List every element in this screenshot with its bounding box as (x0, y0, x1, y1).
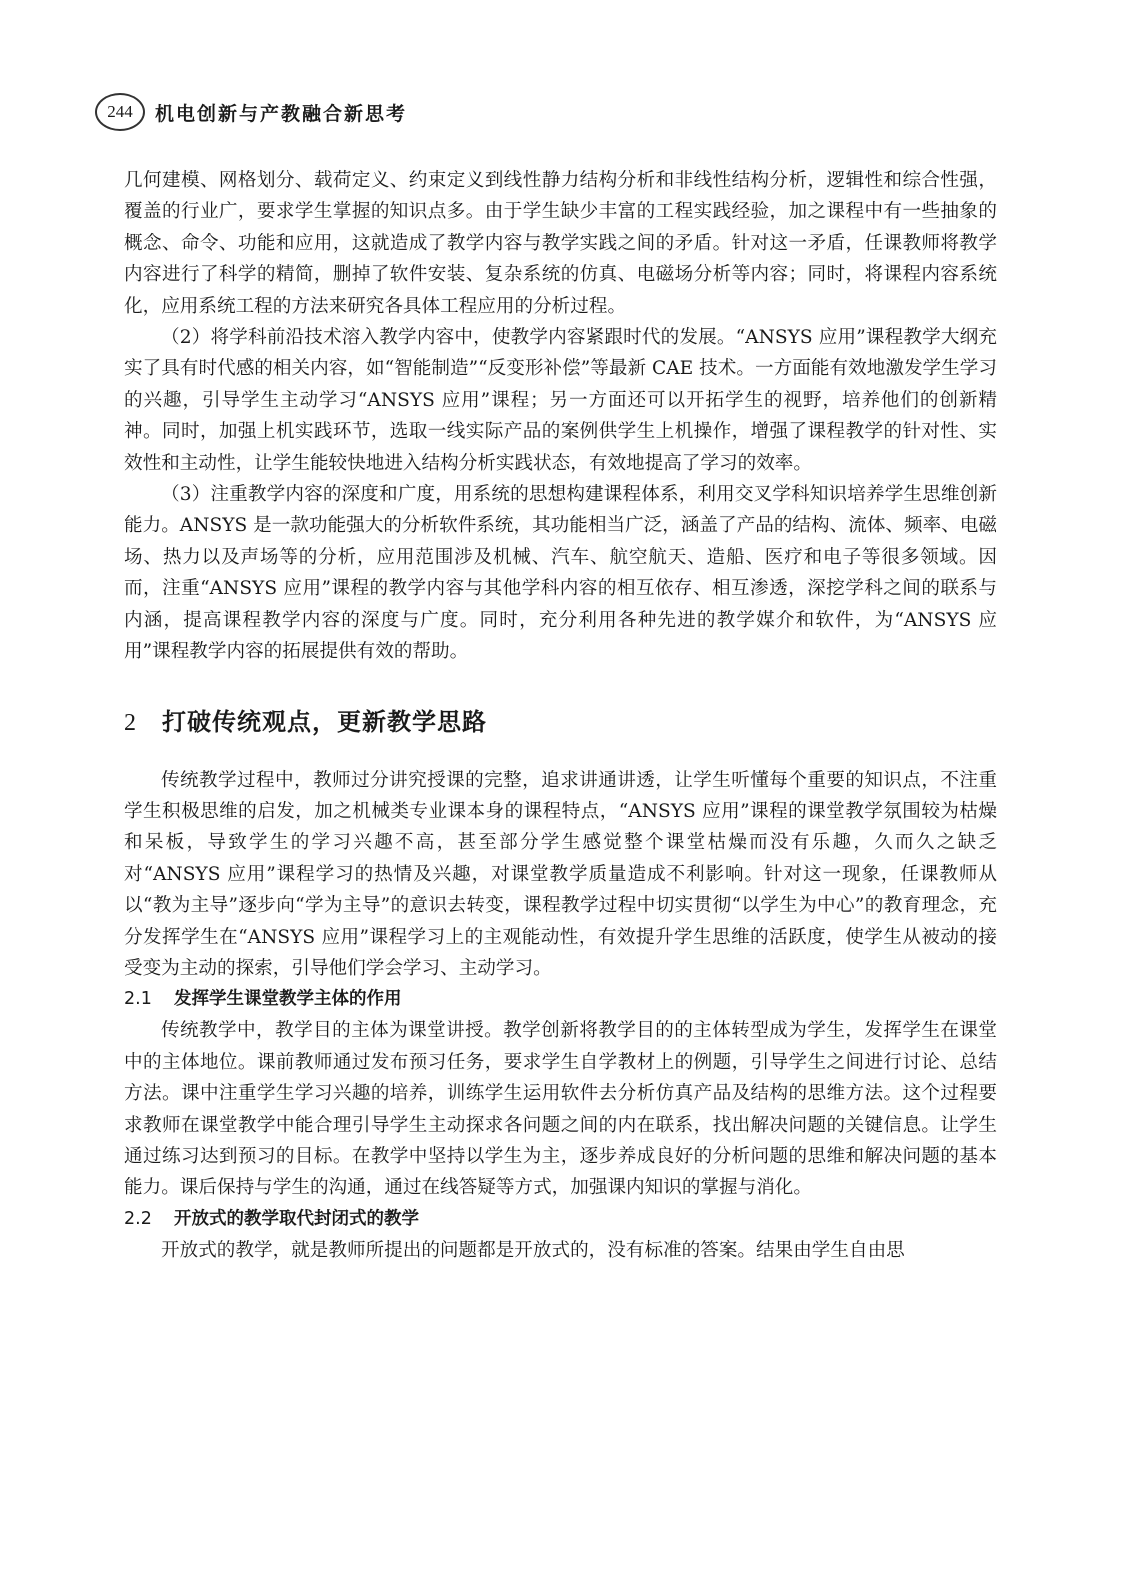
section-2-paragraph: 传统教学过程中，教师过分讲究授课的完整，追求讲通讲透，让学生听懂每个重要的知识点，不注重学生积极思维的启发，加之机械类专业课本身的课程特点，“ANSYS 应用”课程的课堂教学氛围较为枯燥和呆板，导致学生的学习兴趣不高，甚至部分学生感觉整个课堂枯燥而没有乐趣，久而久之缺乏对“ANSYS 应用”课程学习的热情及兴趣，对课堂教学质量造成不利影响。针对这一现象，任课教师从以“教为主导”逐步向“学为主导”的意识去转变，课程教学过程中切实贯彻“以学生为中心”的教育理念，充分发挥学生在“ANSYS 应用”课程学习上的主观能动性，有效提升学生思维的活跃度，使学生从被动的接受变为主动的探索，引导他们学会学习、主动学习。 (124, 769, 997, 979)
page-number: 244 (95, 93, 145, 131)
subsection-2-1-heading (124, 984, 997, 1015)
paragraph-point-3: （3）注重教学内容的深度和广度，用系统的思想构建课程体系，利用交叉学科知识培养学生思维创新能力。ANSYS 是一款功能强大的分析软件系统，其功能相当广泛，涵盖了产品的结构、流体、频率、电磁场、热力以及声场等的分析，应用范围涉及机械、汽车、航空航天、造船、医疗和电子等很多领域。因而，注重“ANSYS 应用”课程的教学内容与其他学科内容的相互依存、相互渗透，深挖学科之间的联系与内涵，提高课程教学内容的深度与广度。同时，充分利用各种先进的教学媒介和软件，为“ANSYS 应用”课程教学内容的拓展提供有效的帮助。 (124, 484, 997, 663)
section-2-title: 打破传统观点，更新教学思路 (162, 707, 487, 736)
subsection-2-2-paragraph: 开放式的教学，就是教师所提出的问题都是开放式的，没有标准的答案。结果由学生自由思 (161, 1239, 905, 1261)
subsection-2-2-heading (124, 1204, 997, 1235)
page-header (95, 88, 407, 136)
subsection-2-2-title: 开放式的教学取代封闭式的教学 (174, 1208, 419, 1229)
section-2-heading (124, 704, 997, 741)
subsection-2-1-paragraph: 传统教学中，教学目的主体为课堂讲授。教学创新将教学目的的主体转型成为学生，发挥学生在课堂中的主体地位。课前教师通过发布预习任务，要求学生自学教材上的例题，引导学生之间进行讨论、总结方法。课中注重学生学习兴趣的培养，训练学生运用软件去分析仿真产品及结构的思维方法。这个过程要求教师在课堂教学中能合理引导学生主动探求各问题之间的内在联系，找出解决问题的关键信息。让学生通过练习达到预习的目标。在教学中坚持以学生为主，逐步养成良好的分析问题的思维和解决问题的基本能力。课后保持与学生的沟通，通过在线答疑等方式，加强课内知识的掌握与消化。 (124, 1020, 997, 1199)
page-body (124, 165, 997, 1266)
subsection-2-1-title: 发挥学生课堂教学主体的作用 (174, 989, 402, 1010)
paragraph-point-2: （2）将学科前沿技术溶入教学内容中，使教学内容紧跟时代的发展。“ANSYS 应用”课程教学大纲充实了具有时代感的相关内容，如“智能制造”“反变形补偿”等最新 CAE 技术。一方面能有效地激发学生学习的兴趣，引导学生主动学习“ANSYS 应用”课程；另一方面还可以开拓学生的视野，培养他们的创新精神。同时，加强上机实践环节，选取一线实际产品的案例供学生上机操作，增强了课程教学的针对性、实效性和主动性，让学生能较快地进入结构分析实践状态，有效地提高了学习的效率。 (124, 327, 997, 474)
subsection-2-1-number: 2.1 (124, 989, 152, 1010)
section-2-number: 2 (124, 709, 136, 736)
paragraph-continued: 几何建模、网格划分、载荷定义、约束定义到线性静力结构分析和非线性结构分析，逻辑性和综合性强，覆盖的行业广，要求学生掌握的知识点多。由于学生缺少丰富的工程实践经验，加之课程中有一些抽象的概念、命令、功能和应用，这就造成了教学内容与教学实践之间的矛盾。针对这一矛盾，任课教师将教学内容进行了科学的精简，删掉了软件安装、复杂系统的仿真、电磁场分析等内容；同时，将课程内容系统化，应用系统工程的方法来研究各具体工程应用的分析过程。 (124, 170, 997, 317)
book-title: 机电创新与产教融合新思考 (155, 102, 408, 125)
subsection-2-2-number: 2.2 (124, 1208, 152, 1229)
